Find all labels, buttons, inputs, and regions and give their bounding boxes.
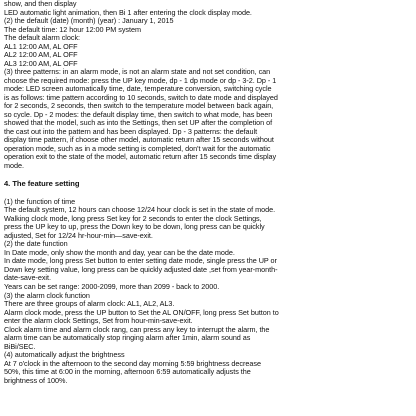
text-line: brightness of 100%. [4, 375, 68, 385]
text-line: mode: LED screen automatically time, date, temperature conversion, switching cycle [4, 84, 272, 94]
text-line: enter the alarm clock Settings, Set from hour-min-save-exit. [4, 316, 193, 326]
text-line: Alarm clock mode, press the UP button to Set the AL ON/OFF, long press Set button to [4, 307, 279, 317]
text-line: AL3 12:00 AM, AL OFF [4, 58, 78, 68]
text-line: operation mode, such as in a mode setting is completed, don't wait for the automatic [4, 143, 271, 153]
settings-overview-block [4, 0, 412, 170]
text-line: mode. [4, 160, 24, 170]
text-line: (2) the default (date) (month) (year) : January 1, 2015 [4, 16, 174, 26]
text-line: Down key setting value, long press can be quickly adjusted date ,set from year-month- [4, 264, 278, 274]
text-line: show, and then display [4, 0, 77, 8]
text-line: (4) automatically adjust the brightness [4, 350, 125, 360]
text-line: The default system, 12 hours can choose 12/24 hour clock is set in the state of mode. [4, 205, 276, 215]
text-line: so cycle. Dp - 2 modes: the default display time, then switch to what mode, has been [4, 109, 273, 119]
manual-page [4, 0, 412, 385]
text-line: There are three groups of alarm clock: AL1, AL2, AL3. [4, 299, 175, 309]
text-line: The default alarm clock: [4, 33, 81, 43]
text-line: BiBi/SEC. [4, 341, 36, 351]
text-line: The default time: 12 hour 12:00 PM system [4, 24, 141, 34]
text-line: In Date mode, only show the month and day, year can be the date mode. [4, 247, 235, 257]
text-line: Clock alarm time and alarm clock rang, can press any key to interrupt the alarm, the [4, 324, 270, 334]
text-line: (2) the date function [4, 239, 68, 249]
text-line: display time pattern, if choose other model, automatic return after 15 seconds without [4, 135, 274, 145]
text-line: operation exit to the state of the model, automatic return after 15 seconds time display [4, 152, 277, 162]
text-line: (1) the function of time [4, 196, 76, 206]
feature-setting-block [4, 198, 412, 385]
text-line: Walking clock mode, long press Set key for 2 seconds to enter the clock Settings, [4, 213, 262, 223]
text-line: LED automatic light animation, then Bi 1 after entering the clock display mode. [4, 7, 252, 17]
text-line: is as follows: time pattern according to 10 seconds, switch to date mode and displayed [4, 92, 278, 102]
text-line: date-save-exit. [4, 273, 51, 283]
text-line: Years can be set range: 2000-2099, more than 2099 - back to 2000. [4, 281, 220, 291]
text-line: the cast out into the pattern and has been displayed. Dp - 3 patterns: the default [4, 126, 258, 136]
text-line: In date mode, long press Set button to enter setting date mode, single press the UP or [4, 256, 277, 266]
text-line: AL2 12:00 AM, AL OFF [4, 50, 78, 60]
text-line: At 7 o'clock in the afternoon to the second day morning 5:59 brightness decrease [4, 358, 261, 368]
text-line: for 2 seconds, 2 seconds, then switch to the temperature model between back again, [4, 101, 274, 111]
text-line: (3) three patterns: in an alarm mode, is not an alarm state and not set condition, can [4, 67, 271, 77]
section-heading: 4. The feature setting [4, 179, 80, 189]
text-line: adjusted, Set for 12/24 hr-hour-min—save-exit. [4, 230, 153, 240]
text-line: 50%, this time at 6:00 in the morning, afternoon 6:59 automatically adjusts the [4, 367, 251, 377]
text-line: showed that the model, such as into the Settings, then set UP after the completion of [4, 118, 273, 128]
text-line: choose the required mode: press the UP key mode, dp - 1 dp mode or dp - 3-2. Dp - 1 [4, 75, 277, 85]
text-line: press the UP key to up, press the Down key to be down, long press can be quickly [4, 222, 265, 232]
text-line: AL1 12:00 AM, AL OFF [4, 41, 78, 51]
text-line: (3) the alarm clock function [4, 290, 90, 300]
text-line: alarm time can be automatically stop ringing alarm after 1min, alarm sound as [4, 333, 251, 343]
